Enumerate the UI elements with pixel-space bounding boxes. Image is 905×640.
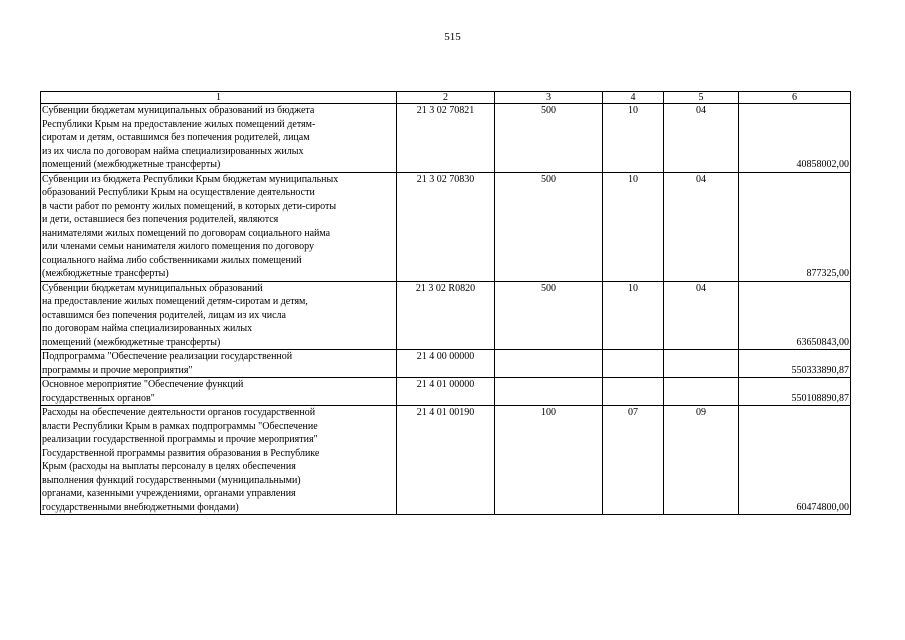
row-name-line: по договорам найма специализированных жилых xyxy=(42,323,253,334)
column-5-cell: 09 xyxy=(664,406,739,515)
row-name-line: социального найма либо собственниками жилых помещений xyxy=(42,254,302,266)
column-3-cell: 100 xyxy=(495,406,603,515)
row-name-line: или членами семьи нанимателя жилого помещения по договору xyxy=(42,241,314,252)
row-name-line: Основное мероприятие "Обеспечение функций xyxy=(42,379,244,390)
row-name-line: в части работ по ремонту жилых помещений, в которых дети-сироты xyxy=(42,200,337,212)
table-row xyxy=(41,172,851,281)
row-name-line: (межбюджетные трансферты) xyxy=(42,268,169,279)
column-header-3: 3 xyxy=(495,92,603,104)
row-name-line: государственных органов" xyxy=(42,392,155,404)
column-header-2: 2 xyxy=(397,92,495,104)
column-4-cell xyxy=(603,378,664,406)
row-name-line: органами, казенными учреждениями, органами управления xyxy=(42,488,296,499)
row-name-line: государственными внебюджетными фондами) xyxy=(42,501,239,513)
row-name-line: из их числа по договорам найма специализированных жилых xyxy=(42,145,304,157)
column-header-5: 5 xyxy=(664,92,739,104)
column-3-cell: 500 xyxy=(495,281,603,350)
row-name-line: сиротам и детям, оставшимся без попечения родителей, лицам xyxy=(42,132,310,143)
column-3-cell xyxy=(495,378,603,406)
code-cell: 21 4 00 00000 xyxy=(397,350,495,378)
row-name-cell xyxy=(41,172,397,281)
column-5-cell: 04 xyxy=(664,104,739,173)
table-row xyxy=(41,104,851,173)
sum-cell: 63650843,00 xyxy=(739,281,851,350)
code-cell: 21 4 01 00000 xyxy=(397,378,495,406)
row-name-line: Государственной программы развития образования в Республике xyxy=(42,447,320,459)
row-name-line: Крым (расходы на выплаты персоналу в целях обеспечения xyxy=(42,461,296,472)
table-row xyxy=(41,406,851,515)
table-row xyxy=(41,281,851,350)
row-name-line: Подпрограмма "Обеспечение реализации государственной xyxy=(42,351,293,362)
column-header-4: 4 xyxy=(603,92,664,104)
column-3-cell: 500 xyxy=(495,104,603,173)
row-name-cell xyxy=(41,350,397,378)
row-name-cell xyxy=(41,104,397,173)
row-name-line: помещений (межбюджетные трансферты) xyxy=(42,159,221,170)
sum-cell: 877325,00 xyxy=(739,172,851,281)
row-name-line: оставшимся без попечения родителей, лицам из их числа xyxy=(42,309,286,321)
row-name-line: образований Республики Крым на осуществление деятельности xyxy=(42,187,315,198)
code-cell: 21 3 02 70830 xyxy=(397,172,495,281)
column-4-cell: 07 xyxy=(603,406,664,515)
row-name-cell xyxy=(41,378,397,406)
row-name-line: программы и прочие мероприятия" xyxy=(42,364,193,376)
row-name-line: власти Республики Крым в рамках подпрограммы "Обеспечение xyxy=(42,420,318,432)
row-name-line: реализации государственной программы и прочие мероприятия" xyxy=(42,434,318,445)
row-name-line: Субвенции из бюджета Республики Крым бюджетам муниципальных xyxy=(42,173,339,185)
code-cell: 21 3 02 R0820 xyxy=(397,281,495,350)
column-3-cell xyxy=(495,350,603,378)
row-name-line: Субвенции бюджетам муниципальных образований из бюджета xyxy=(42,105,315,116)
column-5-cell xyxy=(664,350,739,378)
column-5-cell: 04 xyxy=(664,281,739,350)
column-5-cell: 04 xyxy=(664,172,739,281)
table-header-row xyxy=(41,92,851,104)
row-name-line: Расходы на обеспечение деятельности органов государственной xyxy=(42,407,316,418)
row-name-line: Республики Крым на предоставление жилых помещений детям- xyxy=(42,118,316,130)
column-header-6: 6 xyxy=(739,92,851,104)
sum-cell: 550108890,87 xyxy=(739,378,851,406)
row-name-line: Субвенции бюджетам муниципальных образований xyxy=(42,282,263,294)
column-4-cell xyxy=(603,350,664,378)
sum-cell: 60474800,00 xyxy=(739,406,851,515)
column-4-cell: 10 xyxy=(603,104,664,173)
column-3-cell: 500 xyxy=(495,172,603,281)
column-5-cell xyxy=(664,378,739,406)
column-header-1: 1 xyxy=(41,92,397,104)
code-cell: 21 4 01 00190 xyxy=(397,406,495,515)
sum-cell: 550333890,87 xyxy=(739,350,851,378)
row-name-cell xyxy=(41,281,397,350)
row-name-line: и дети, оставшиеся без попечения родителей, являются xyxy=(42,214,279,225)
row-name-line: на предоставление жилых помещений детям-сиротам и детям, xyxy=(42,296,308,307)
row-name-line: выполнения функций государственными (муниципальными) xyxy=(42,474,301,486)
row-name-cell xyxy=(41,406,397,515)
row-name-line: нанимателями жилых помещений по договорам социального найма xyxy=(42,227,331,239)
table-row xyxy=(41,378,851,406)
column-4-cell: 10 xyxy=(603,172,664,281)
budget-table xyxy=(40,91,851,515)
code-cell: 21 3 02 70821 xyxy=(397,104,495,173)
column-4-cell: 10 xyxy=(603,281,664,350)
row-name-line: помещений (межбюджетные трансферты) xyxy=(42,336,221,348)
page-number: 515 xyxy=(444,31,461,43)
table-row xyxy=(41,350,851,378)
sum-cell: 40858002,00 xyxy=(739,104,851,173)
